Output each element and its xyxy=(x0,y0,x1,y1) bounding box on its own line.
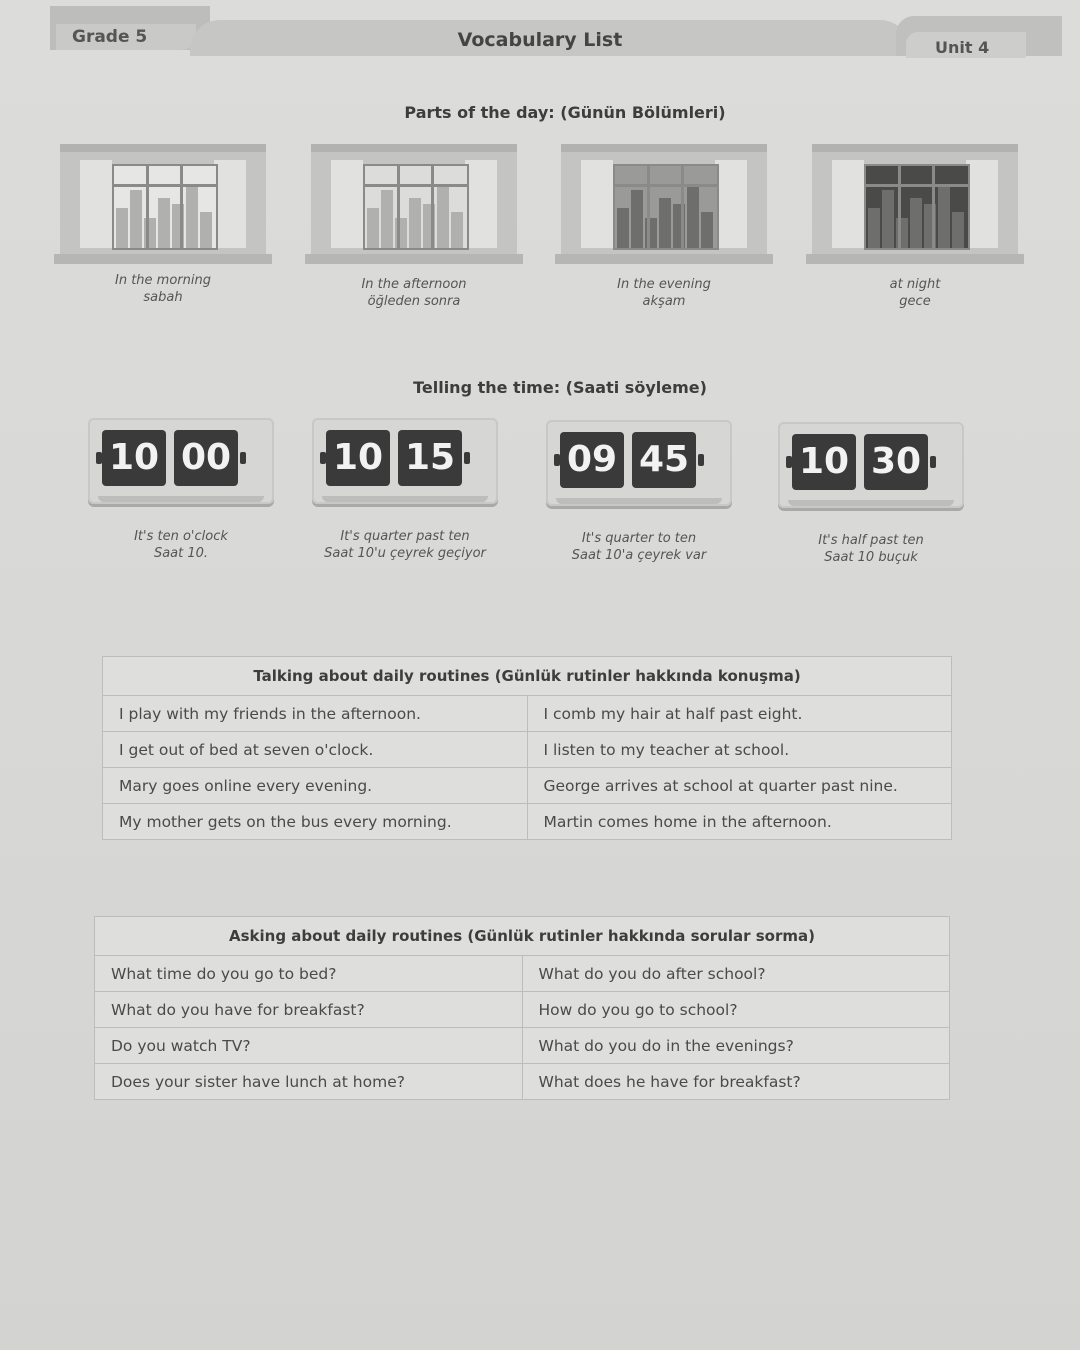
clock-hour: 09 xyxy=(560,432,624,488)
time-caption-english: It's ten o'clock xyxy=(134,529,228,544)
digital-clock xyxy=(88,418,274,504)
caption-turkish: akşam xyxy=(642,294,686,309)
talking-routines-table xyxy=(102,656,952,840)
parts-of-day-caption xyxy=(802,276,1028,310)
table-row xyxy=(95,1064,950,1100)
table-cell: What does he have for breakfast? xyxy=(522,1064,950,1100)
table-row xyxy=(95,1028,950,1064)
parts-of-day-caption xyxy=(50,272,276,306)
table-cell: I listen to my teacher at school. xyxy=(527,732,952,768)
clock-hour: 10 xyxy=(792,434,856,490)
time-caption xyxy=(58,528,304,562)
time-caption-turkish: Saat 10 buçuk xyxy=(824,550,918,565)
table-cell: What time do you go to bed? xyxy=(95,956,523,992)
table-cell: Do you watch TV? xyxy=(95,1028,523,1064)
window-picture xyxy=(60,144,266,256)
grade-label: Grade 5 xyxy=(72,27,148,47)
caption-english: In the morning xyxy=(115,273,211,288)
digital-clock xyxy=(546,420,732,506)
time-caption-turkish: Saat 10. xyxy=(153,546,209,561)
table-cell: I get out of bed at seven o'clock. xyxy=(103,732,528,768)
asking-routines-table xyxy=(94,916,950,1100)
caption-english: In the afternoon xyxy=(361,277,467,292)
window-picture xyxy=(561,144,767,256)
table-cell: George arrives at school at quarter past nine. xyxy=(527,768,952,804)
digital-clock xyxy=(312,418,498,504)
parts-of-day-caption xyxy=(301,276,527,310)
caption-english: In the evening xyxy=(617,277,711,292)
time-caption xyxy=(748,532,994,566)
table-cell: Martin comes home in the afternoon. xyxy=(527,804,952,840)
unit-label: Unit 4 xyxy=(935,38,990,57)
table-cell: I comb my hair at half past eight. xyxy=(527,696,952,732)
talking-table-title: Talking about daily routines (Günlük rutinler hakkında konuşma) xyxy=(103,657,952,696)
clock-hour: 10 xyxy=(326,430,390,486)
caption-english: at night xyxy=(889,277,941,292)
digital-clock xyxy=(778,422,964,508)
time-caption xyxy=(516,530,762,564)
table-cell: My mother gets on the bus every morning. xyxy=(103,804,528,840)
time-caption xyxy=(282,528,528,562)
time-caption-turkish: Saat 10'u çeyrek geçiyor xyxy=(324,546,486,561)
parts-of-day-title: Parts of the day: (Günün Bölümleri) xyxy=(404,103,726,122)
table-row xyxy=(95,992,950,1028)
clock-minute: 45 xyxy=(632,432,696,488)
table-cell: What do you do in the evenings? xyxy=(522,1028,950,1064)
table-cell: What do you have for breakfast? xyxy=(95,992,523,1028)
clock-minute: 30 xyxy=(864,434,928,490)
table-cell: What do you do after school? xyxy=(522,956,950,992)
table-row xyxy=(103,696,952,732)
table-cell: Does your sister have lunch at home? xyxy=(95,1064,523,1100)
window-picture xyxy=(812,144,1018,256)
time-caption-english: It's quarter to ten xyxy=(581,531,697,546)
clock-minute: 15 xyxy=(398,430,462,486)
time-caption-english: It's quarter past ten xyxy=(340,529,470,544)
table-row xyxy=(103,768,952,804)
caption-turkish: sabah xyxy=(143,290,183,305)
time-caption-english: It's half past ten xyxy=(818,533,924,548)
caption-turkish: öğleden sonra xyxy=(367,294,461,309)
table-row xyxy=(95,956,950,992)
table-cell: Mary goes online every evening. xyxy=(103,768,528,804)
window-picture xyxy=(311,144,517,256)
table-cell: I play with my friends in the afternoon. xyxy=(103,696,528,732)
table-cell: How do you go to school? xyxy=(522,992,950,1028)
table-row xyxy=(103,732,952,768)
clock-minute: 00 xyxy=(174,430,238,486)
parts-of-day-caption xyxy=(551,276,777,310)
table-row xyxy=(103,804,952,840)
telling-time-title: Telling the time: (Saati söyleme) xyxy=(413,378,707,397)
caption-turkish: gece xyxy=(899,294,931,309)
time-caption-turkish: Saat 10'a çeyrek var xyxy=(571,548,707,563)
clock-hour: 10 xyxy=(102,430,166,486)
asking-table-title: Asking about daily routines (Günlük rutinler hakkında sorular sorma) xyxy=(95,917,950,956)
page-title: Vocabulary List xyxy=(457,29,623,51)
